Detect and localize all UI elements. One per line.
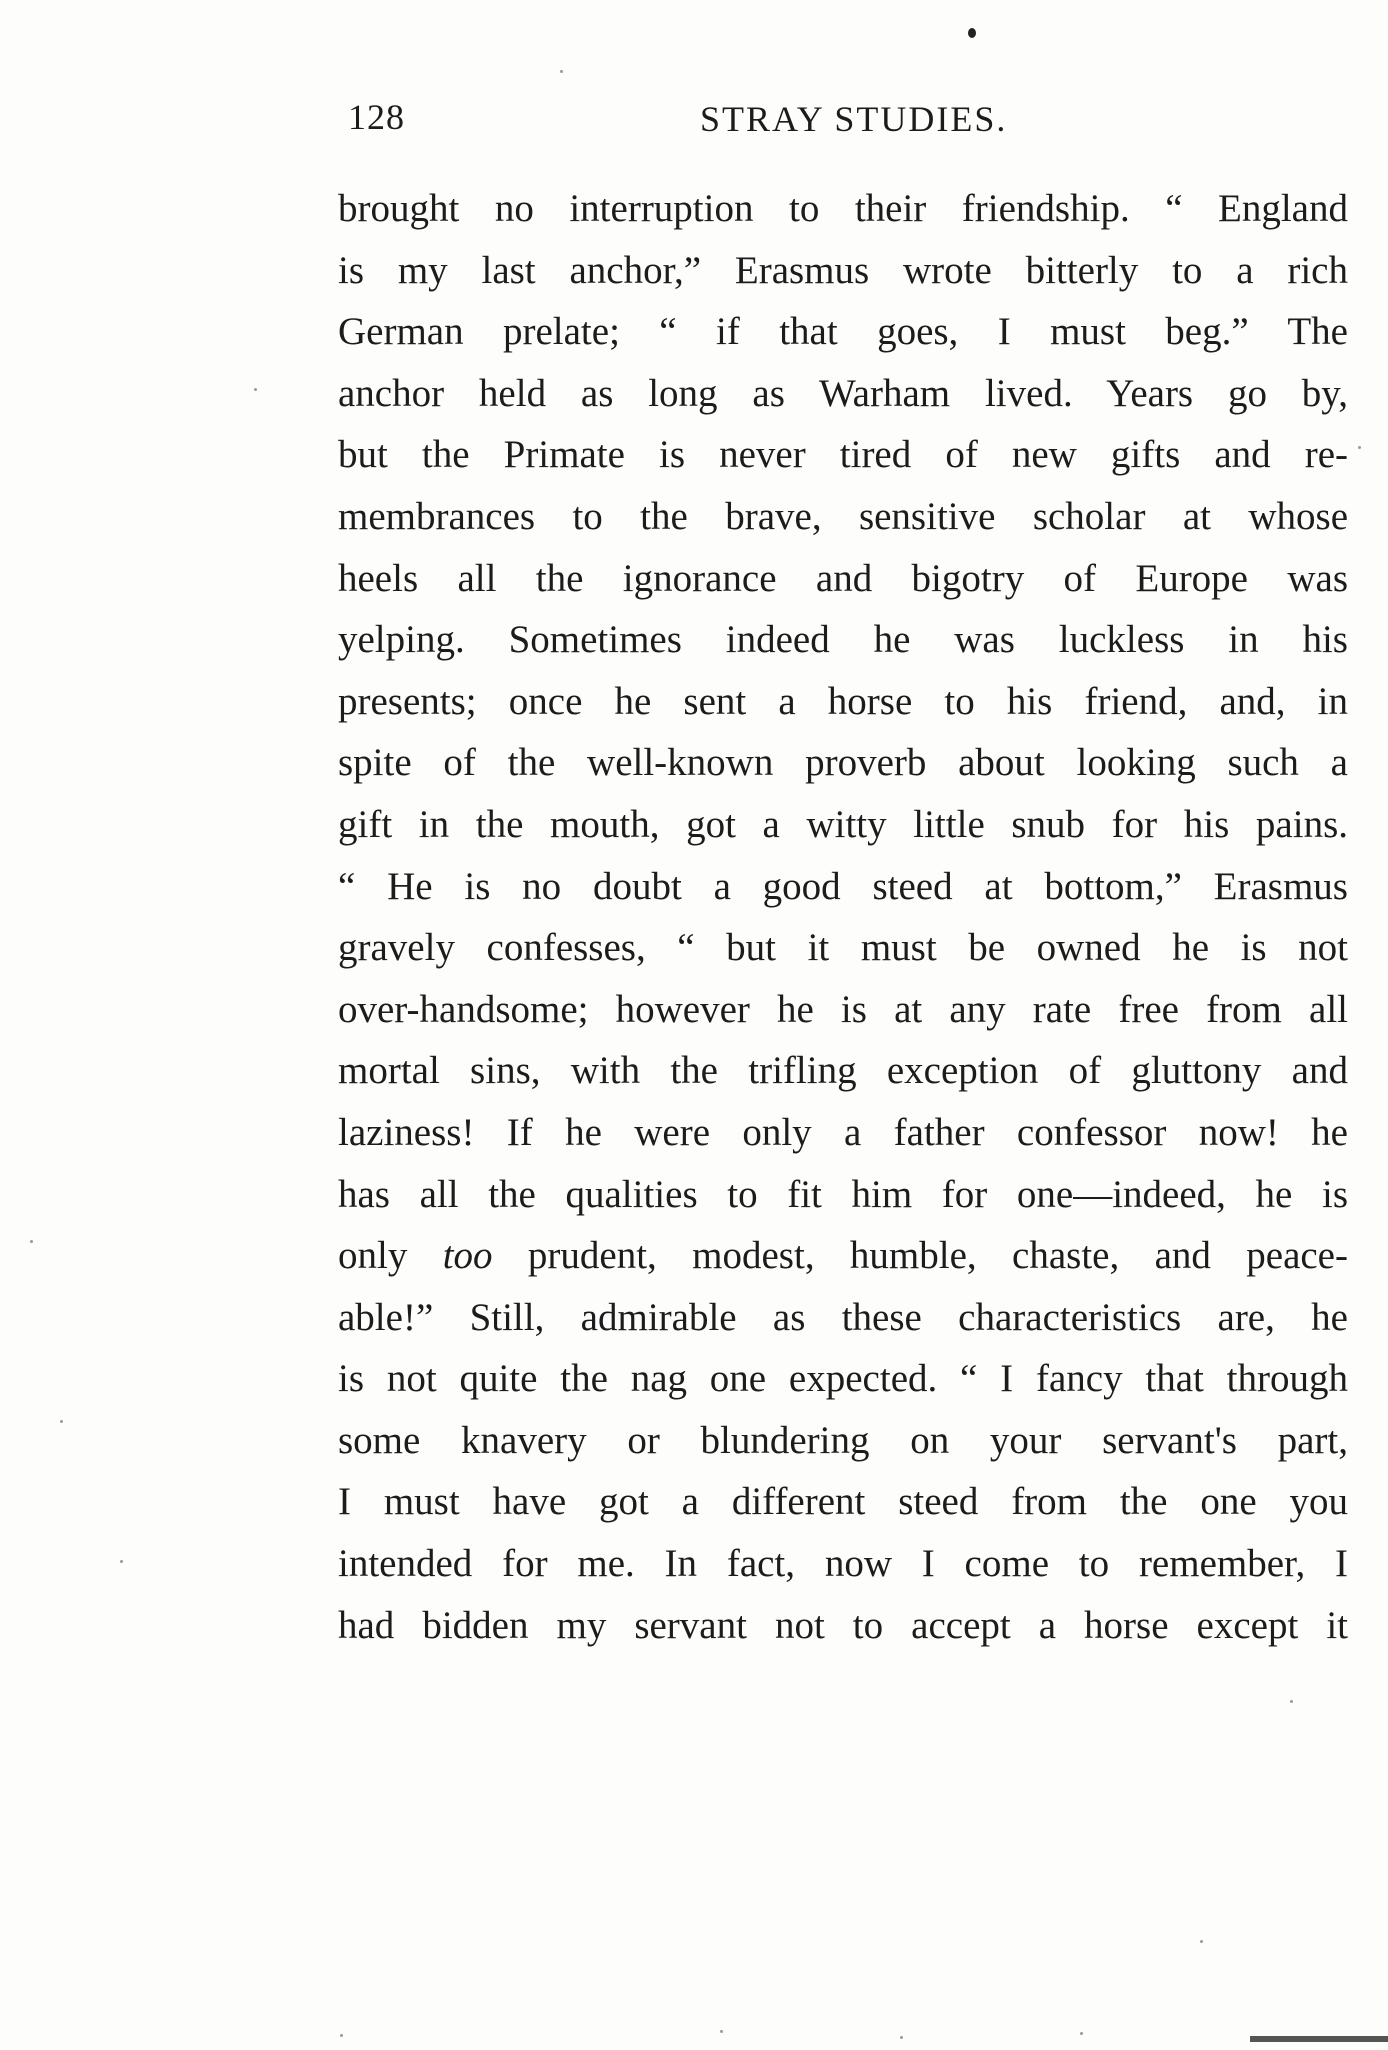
page-header <box>348 96 1348 146</box>
ink-dot-top <box>968 28 976 38</box>
paper-speck <box>60 1420 63 1423</box>
text-line: brought no interruption to their friendship. “ England <box>338 187 1348 230</box>
text-line: has all the qualities to fit him for one—indeed, he is <box>338 1172 1348 1216</box>
text-line: intended for me. In fact, now I come to remember, I <box>338 1542 1348 1586</box>
text-line-italic <box>338 1225 1348 1287</box>
text-line: anchor held as long as Warham lived. Years go by, <box>338 371 1348 415</box>
text-line: laziness! If he were only a father confessor now! he <box>338 1110 1348 1154</box>
running-title: STRAY STUDIES. <box>700 99 1008 139</box>
text-line: I must have got a different steed from the one you <box>338 1480 1348 1524</box>
text-line: heels all the ignorance and bigotry of Europe was <box>338 556 1348 600</box>
text-line: yelping. Sometimes indeed he was luckless in his <box>338 618 1348 662</box>
text-line: spite of the well-known proverb about looking such a <box>338 741 1348 785</box>
paper-speck <box>720 2030 723 2033</box>
body-text <box>338 178 1348 1656</box>
paper-speck <box>560 70 563 73</box>
page-number: 128 <box>348 97 405 137</box>
text-line: but the Primate is never tired of new gifts and re- <box>338 433 1348 477</box>
italic-word: too <box>442 1234 493 1278</box>
paper-speck <box>340 2034 343 2037</box>
text-line: is not quite the nag one expected. “ I fancy that through <box>338 1357 1348 1401</box>
paper-speck <box>1200 1940 1203 1943</box>
paper-speck <box>1358 446 1361 449</box>
edge-smudge <box>1250 2036 1388 2042</box>
paper-speck <box>120 1560 123 1563</box>
text-line: gravely confesses, “ but it must be owned he is not <box>338 926 1348 970</box>
paper-speck <box>30 1240 33 1243</box>
text-line: able!” Still, admirable as these characteristics are, he <box>338 1295 1348 1339</box>
paper-speck <box>254 388 257 391</box>
text-line: “ He is no doubt a good steed at bottom,” Erasmus <box>338 864 1348 908</box>
text-line: presents; once he sent a horse to his friend, and, in <box>338 679 1348 723</box>
paper-speck <box>900 2036 903 2039</box>
text-line: had bidden my servant not to accept a horse except it <box>338 1603 1348 1647</box>
text-segment: only <box>338 1234 443 1278</box>
text-line: over-handsome; however he is at any rate free from all <box>338 987 1348 1031</box>
text-line: German prelate; “ if that goes, I must beg.” The <box>338 310 1348 354</box>
text-line: mortal sins, with the trifling exception of gluttony and <box>338 1049 1348 1093</box>
text-segment: prudent, modest, humble, chaste, and peace- <box>492 1234 1348 1278</box>
text-line: gift in the mouth, got a witty little snub for his pains. <box>338 802 1348 846</box>
paper-speck <box>1080 2032 1083 2035</box>
paper-speck <box>1290 1700 1293 1703</box>
text-line: is my last anchor,” Erasmus wrote bitterly to a rich <box>338 248 1348 292</box>
text-line: membrances to the brave, sensitive scholar at whose <box>338 494 1348 538</box>
text-line: some knavery or blundering on your servant's part, <box>338 1418 1348 1462</box>
